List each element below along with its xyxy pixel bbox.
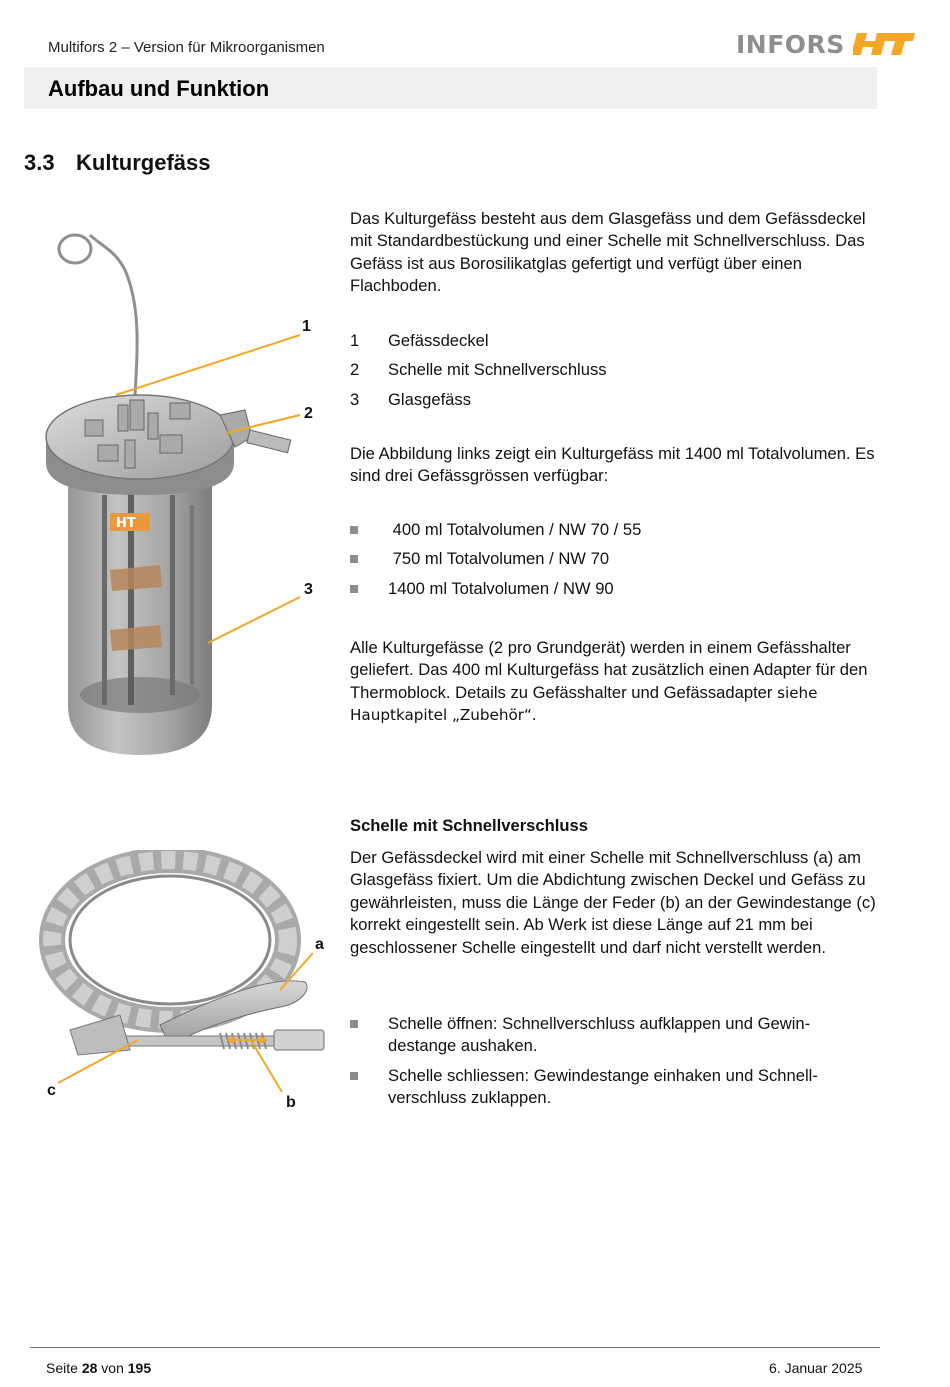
vessel-badge: HT bbox=[116, 516, 136, 531]
ht-logo-icon bbox=[853, 31, 915, 57]
callout-2: 2 bbox=[304, 405, 313, 422]
callout-c: c bbox=[47, 1082, 56, 1099]
section-heading bbox=[24, 150, 210, 176]
chapter-cross-reference-link[interactable]: siehe Hauptkapitel „Zubehör“ bbox=[350, 683, 818, 725]
clamp-step bbox=[350, 1013, 850, 1058]
bullet-icon bbox=[350, 585, 358, 593]
intro-paragraph: Das Kulturgefäss besteht aus dem Glasgefäss und dem Gefässdeckel mit Standardbestückung und einer Schelle mit Schnellverschluss. Das Gefäss ist aus Borosilikatglas gefertigt und verfügt über einen Flachboden. bbox=[350, 209, 866, 296]
footer-divider bbox=[30, 1347, 880, 1348]
callout-3: 3 bbox=[304, 581, 313, 598]
holder-paragraph bbox=[350, 637, 878, 727]
section-number: 3.3 bbox=[24, 150, 55, 175]
clamp-heading: Schelle mit Schnellverschluss bbox=[350, 816, 588, 835]
holder-text-end: . bbox=[531, 705, 537, 725]
sizes-intro-paragraph: Die Abbildung links zeigt ein Kulturgefäss mit 1400 ml Totalvolumen. Es sind drei Gefässgrössen verfügbar: bbox=[350, 444, 875, 486]
bullet-icon bbox=[350, 526, 358, 534]
holder-text: Alle Kulturgefässe (2 pro Grundgerät) werden in einem Gefässhalter geliefert. Das 400 ml Kulturgefäss hat zusätzlich einen Adapter für den Thermoblock. Details zu Gefässhalter und Gefässadapter bbox=[350, 638, 868, 702]
chapter-title: Aufbau und Funktion bbox=[48, 76, 270, 101]
total-pages: 195 bbox=[127, 1360, 152, 1376]
legend-num: 3 bbox=[350, 390, 360, 409]
legend-num: 2 bbox=[350, 360, 360, 379]
size-text: 400 ml Totalvolumen / NW 70 / 55 bbox=[388, 520, 642, 539]
legend-text: Glasgefäss bbox=[388, 390, 472, 409]
callout-a: a bbox=[315, 936, 324, 953]
size-text: 1400 ml Totalvolumen / NW 90 bbox=[388, 579, 614, 598]
chapter-bar bbox=[24, 67, 877, 109]
culture-vessel-figure bbox=[30, 225, 330, 765]
page-mid: von bbox=[97, 1360, 128, 1376]
section-title: Kulturgefäss bbox=[76, 150, 211, 175]
document-date: 6. Januar 2025 bbox=[769, 1360, 863, 1376]
bullet-icon bbox=[350, 1020, 358, 1028]
clamp-paragraph: Der Gefässdeckel wird mit einer Schelle mit Schnellverschluss (a) am Glasgefäss fixiert. Um die Abdichtung zwischen Deckel und Gefäss zu gewährleisten, muss die Länge der Feder (b) an der Gewindestange (c) korrekt eingestellt sein. Ab Werk ist diese Länge auf 21 mm bei geschlossener Schelle eingestellt und darf nicht verstellt werden. bbox=[350, 848, 876, 957]
legend-text: Gefässdeckel bbox=[388, 331, 489, 350]
logo-wordmark: INFORS bbox=[736, 30, 845, 59]
infors-ht-logo bbox=[736, 30, 915, 60]
quick-release-clamp-figure bbox=[30, 850, 340, 1110]
current-page: 28 bbox=[81, 1360, 98, 1376]
size-text: 750 ml Totalvolumen / NW 70 bbox=[388, 549, 610, 568]
bullet-icon bbox=[350, 1072, 358, 1080]
legend-text: Schelle mit Schnellverschluss bbox=[388, 360, 607, 379]
clamp-step bbox=[350, 1065, 850, 1110]
bullet-icon bbox=[350, 555, 358, 563]
page-prefix: Seite bbox=[46, 1360, 82, 1376]
document-title: Multifors 2 – Version für Mikroorganismen bbox=[48, 39, 325, 56]
legend-num: 1 bbox=[350, 331, 360, 350]
clamp-step-text: Schelle schliessen: Gewindestange einhaken und Schnellverschluss zuklappen. bbox=[388, 1066, 818, 1108]
callout-b: b bbox=[286, 1094, 296, 1111]
clamp-step-text: Schelle öffnen: Schnellverschluss aufklappen und Gewindestange aushaken. bbox=[388, 1014, 811, 1056]
page-number bbox=[46, 1360, 151, 1376]
callout-1: 1 bbox=[302, 318, 311, 335]
